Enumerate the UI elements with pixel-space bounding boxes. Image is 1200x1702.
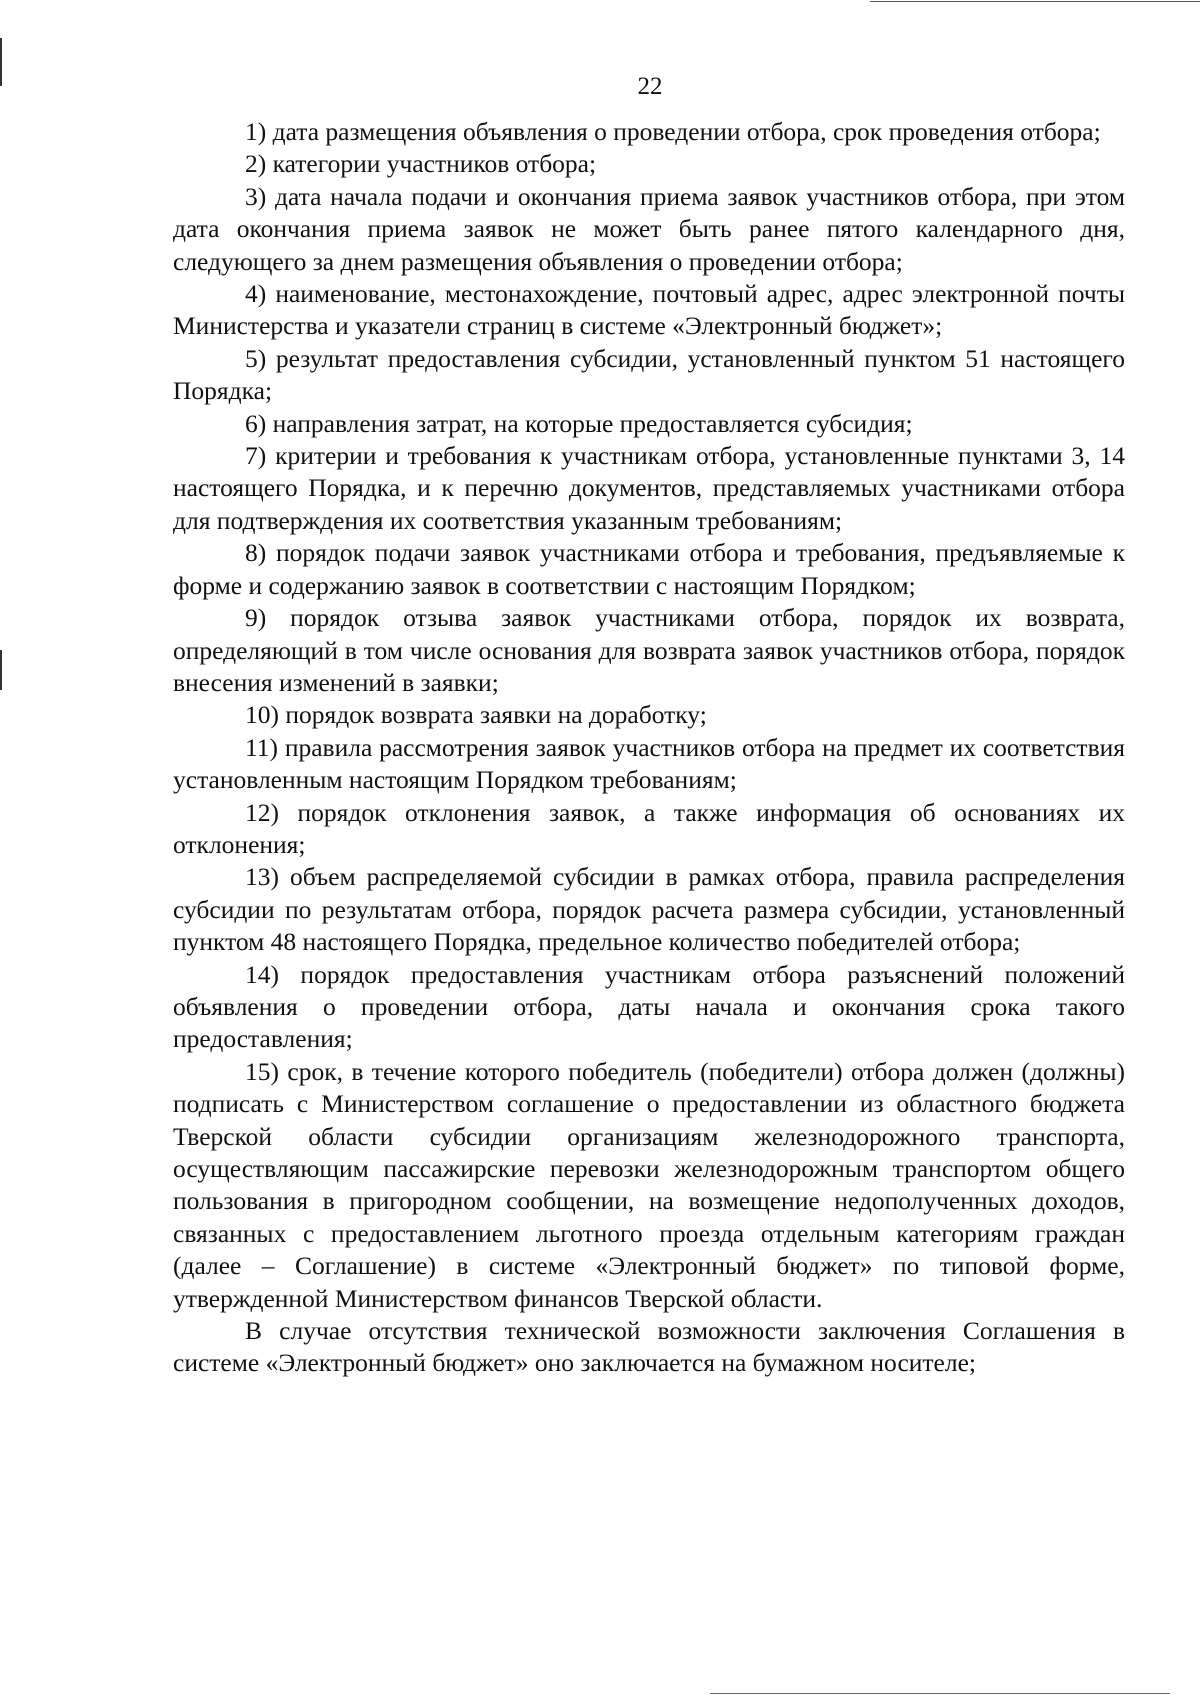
paragraph-item-15: 15) срок, в течение которого победитель (победители) отбора должен (должны) подписать с Министерством соглашение о предоставлении из областного бюджета Тверской области субсидии организациям железнодорожного транспорта, осуществляющим пассажирские перевозки железнодорожным транспортом общего пользования в пригородном сообщении, на возмещение недополученных доходов, связанных с предоставлением льготного проезда отдельным категориям граждан (далее – Соглашение) в системе «Электронный бюджет» по типовой форме, утвержденной Министерством финансов Тверской области. xyxy=(173,1056,1125,1313)
paragraph-soglashenie-note: В случае отсутствия технической возможности заключения Соглашения в системе «Электронный бюджет» оно заключается на бумажном носителе; xyxy=(173,1316,1125,1378)
paragraph-item-6: 6) направления затрат, на которые предоставляется субсидия; xyxy=(245,408,913,438)
paragraph-item-2: 2) категории участников отбора; xyxy=(245,149,597,179)
scan-artifact-left-mid xyxy=(0,650,2,690)
page-number: 22 xyxy=(637,73,663,100)
paragraph-item-4: 4) наименование, местонахождение, почтовый адрес, адрес электронной почты Министерства и указатели страниц в системе «Электронный бюджет»; xyxy=(173,279,1125,341)
paragraph-item-1: 1) дата размещения объявления о проведении отбора, срок проведения отбора; xyxy=(245,117,1101,146)
paragraph-item-7: 7) критерии и требования к участникам отбора, установленные пунктами 3, 14 настоящего Порядка, и к перечню документов, представляемых участниками отбора для подтверждения их соответствия указанным требованиям; xyxy=(173,441,1125,535)
paragraph-item-12: 12) порядок отклонения заявок, а также информация об основаниях их отклонения; xyxy=(173,797,1125,859)
paragraph-item-3: 3) дата начала подачи и окончания приема заявок участников отбора, при этом дата окончания приема заявок не может быть ранее пятого календарного дня, следующего за днем размещения объявления о проведении отбора; xyxy=(173,181,1125,276)
paragraph-item-14: 14) порядок предоставления участникам отбора разъяснений положений объявления о проведении отбора, даты начала и окончания срока такого предоставления; xyxy=(173,959,1125,1054)
document-body xyxy=(173,116,1125,1380)
scan-artifact-bottom xyxy=(710,1693,1170,1694)
paragraph-item-10: 10) порядок возврата заявки на доработку; xyxy=(245,700,707,730)
paragraph-item-8: 8) порядок подачи заявок участниками отбора и требования, предъявляемые к форме и содержанию заявок в соответствии с настоящим Порядком; xyxy=(173,538,1125,600)
paragraph-item-5: 5) результат предоставления субсидии, установленный пунктом 51 настоящего Порядка; xyxy=(173,343,1125,406)
scan-artifact-top xyxy=(870,1,1200,2)
paragraph-item-13: 13) объем распределяемой субсидии в рамках отбора, правила распределения субсидии по результатам отбора, порядок расчета размера субсидии, установленный пунктом 48 настоящего Порядка, предельное количество победителей отбора; xyxy=(173,862,1125,957)
paragraph-item-9: 9) порядок отзыва заявок участниками отбора, порядок их возврата, определяющий в том числе основания для возврата заявок участников отбора, порядок внесения изменений в заявки; xyxy=(173,603,1125,697)
paragraph-item-11: 11) правила рассмотрения заявок участников отбора на предмет их соответствия установленным настоящим Порядком требованиям; xyxy=(173,732,1125,795)
